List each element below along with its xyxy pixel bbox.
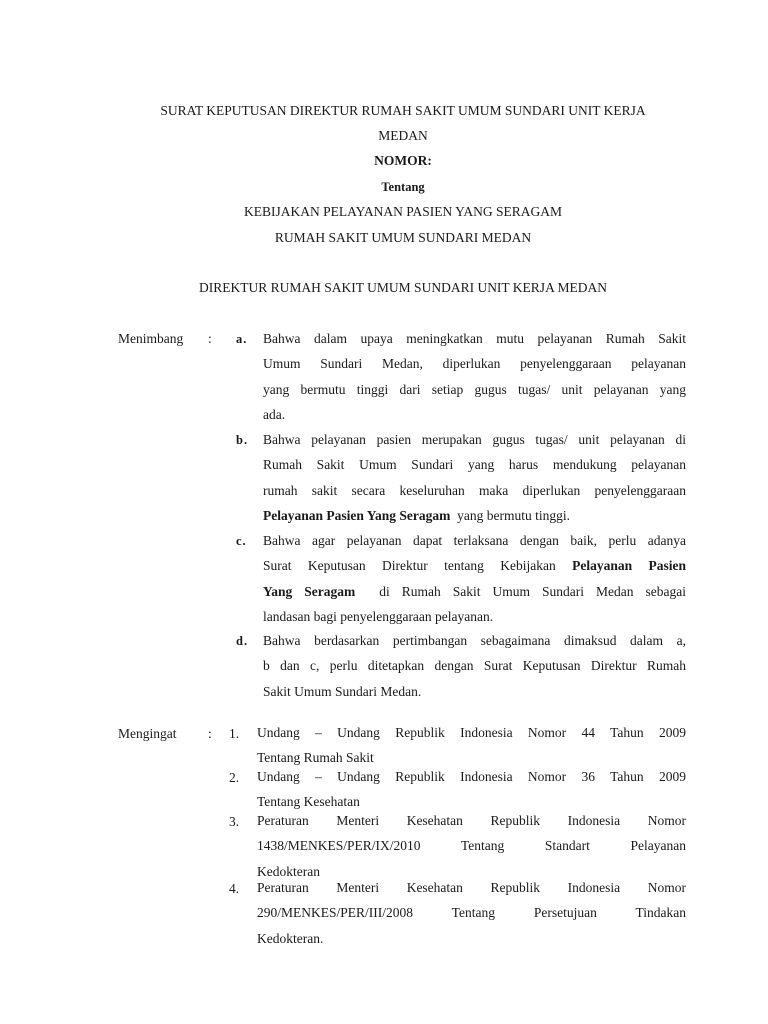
law-2-line: Undang – Undang Republik Indonesia Nomor 36 Tahun 2009 — [257, 769, 686, 784]
item-d-marker: d. — [236, 634, 249, 648]
title-line-2: MEDAN — [378, 128, 428, 143]
item-c-pre: Surat Keputusan Direktur tentang Kebijakan — [263, 558, 573, 574]
mengingat-label: Mengingat — [118, 726, 177, 741]
menimbang-label: Menimbang — [118, 331, 184, 346]
item-a-line: Bahwa dalam upaya meningkatkan mutu pelayanan Rumah Sakit — [263, 331, 686, 346]
item-b-line: Rumah Sakit Umum Sundari yang harus mendukung pelayanan — [263, 457, 686, 473]
law-1-text — [257, 720, 686, 771]
subject-line-2: RUMAH SAKIT UMUM SUNDARI MEDAN — [274, 230, 532, 245]
law-3-line: Kedokteran — [257, 863, 320, 879]
item-a-text — [263, 326, 686, 427]
law-4-line: Peraturan Menteri Kesehatan Republik Indonesia Nomor — [257, 880, 686, 895]
item-d-line: Bahwa berdasarkan pertimbangan sebagaimana dimaksud dalam a, — [263, 633, 686, 648]
item-b-marker: b. — [236, 433, 249, 447]
law-3-line: 1438/MENKES/PER/IX/2010 Tentang Standart Pelayanan — [257, 838, 686, 854]
item-b-bold: Pelayanan Pasien Yang Seragam — [263, 507, 451, 523]
title-line-1: SURAT KEPUTUSAN DIREKTUR RUMAH SAKIT UMUM SUNDARI UNIT KERJA — [160, 103, 646, 118]
tentang-label: Tentang — [381, 180, 425, 194]
item-a-line: yang bermutu tinggi dari setiap gugus tugas/ unit pelayanan yang — [263, 381, 686, 397]
law-1-line: Tentang Rumah Sakit — [257, 750, 374, 766]
law-1-marker: 1. — [229, 726, 240, 741]
item-c-bold: Pelayanan Pasien — [572, 558, 686, 574]
item-c-line: landasan bagi penyelenggaraan pelayanan. — [263, 608, 494, 624]
item-c-line — [263, 553, 686, 578]
item-d-line: b dan c, perlu ditetapkan dengan Surat Keputusan Direktur Rumah — [263, 658, 686, 674]
item-d-line: Sakit Umum Sundari Medan. — [263, 683, 422, 699]
law-3-marker: 3. — [229, 814, 240, 829]
law-2-marker: 2. — [229, 770, 240, 785]
item-c-line — [263, 579, 686, 604]
item-b-rest: yang bermutu tinggi. — [450, 507, 570, 523]
item-c-bold: Yang Seragam — [263, 583, 356, 599]
item-c-text — [263, 528, 686, 629]
item-c-line: Bahwa agar pelayanan dapat terlaksana dengan baik, perlu adanya — [263, 533, 686, 548]
director-heading: DIREKTUR RUMAH SAKIT UMUM SUNDARI UNIT KERJA MEDAN — [199, 280, 607, 295]
law-2-line: Tentang Kesehatan — [257, 794, 360, 810]
menimbang-colon: : — [208, 331, 212, 346]
item-a-line: Umum Sundari Medan, diperlukan penyelenggaraan pelayanan — [263, 356, 686, 372]
item-a-marker: a. — [236, 332, 248, 346]
law-3-line: Peraturan Menteri Kesehatan Republik Indonesia Nomor — [257, 813, 686, 828]
item-c-rest: di Rumah Sakit Umum Sundari Medan sebagai — [355, 583, 687, 599]
law-4-line: 290/MENKES/PER/III/2008 Tentang Persetujuan Tindakan — [257, 905, 686, 921]
law-3-text — [257, 808, 686, 884]
law-1-line: Undang – Undang Republik Indonesia Nomor 44 Tahun 2009 — [257, 725, 686, 740]
item-c-marker: c. — [236, 534, 247, 548]
item-b-line — [263, 503, 686, 528]
item-d-text — [263, 628, 686, 704]
mengingat-colon: : — [208, 726, 212, 741]
law-4-marker: 4. — [229, 881, 240, 896]
item-b-line: Bahwa pelayanan pasien merupakan gugus tugas/ unit pelayanan di — [263, 432, 686, 447]
law-4-line: Kedokteran. — [257, 930, 324, 946]
item-b-line: rumah sakit secara keseluruhan maka diperlukan penyelenggaraan — [263, 482, 686, 498]
law-2-text — [257, 764, 686, 815]
item-a-line: ada. — [263, 406, 286, 422]
item-b-text — [263, 427, 686, 528]
nomor-label: NOMOR: — [374, 153, 432, 168]
subject-line-1: KEBIJAKAN PELAYANAN PASIEN YANG SERAGAM — [243, 204, 563, 219]
law-4-text — [257, 875, 686, 951]
